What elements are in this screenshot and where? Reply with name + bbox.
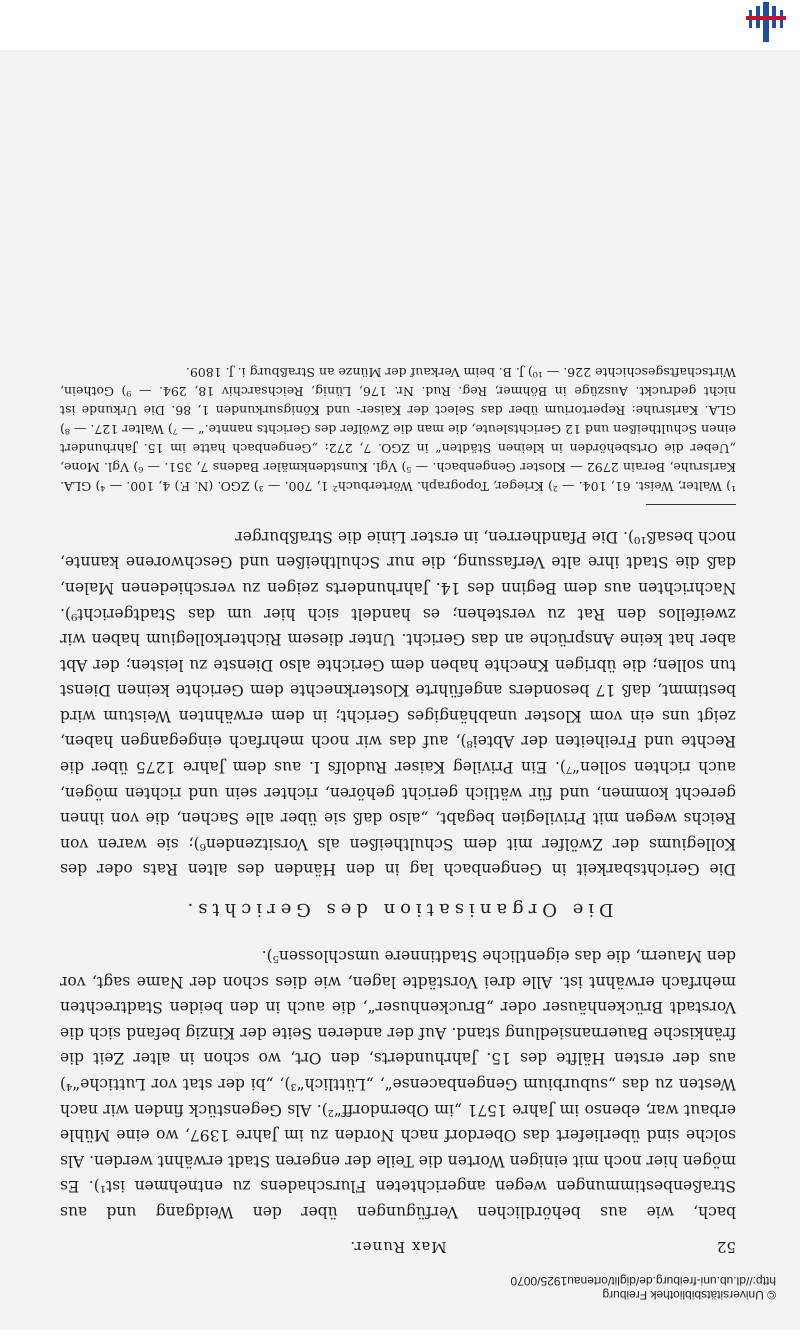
viewer-header xyxy=(0,0,800,51)
footnote-block: ¹) Walter, Weist. 61, 104. — ²) Krieger, Topograph. Wörterbuch² 1, 700. — ³) ZGO. (N. F.) 4, 100. — ⁴) GLA. Karlsruhe, Berain 2792 — Kloster Gengenbach. — ⁵) Vgl. Kunstdenkmäler Badens 7, 351. — ⁶) Vgl. Mone, „Ueber die Ortsbehörden in kleinen Städten“ in ZGO. 7, 272: „Gengenbach hatte im 15. Jahrhundert einen Schultheißen und 12 Gerichtsleute, die man die Zwölfer des Gerichts nannte.“ — ⁷) Walter 127. — ⁸) GLA. Karlsruhe: Repertorium über das Select der Kaiser- und Königsurkunden 1, 86. Die Urkunde ist nicht gedruckt. Auszüge in Böhmer, Reg. Rud. Nr. 176, Lünig, Reichsarchiv 18, 294. — ⁹) Gothein, Wirtschaftsgeschichte 226. — ¹⁰) J. B. beim Verkauf der Münze an Straßburg i. J. 1809. xyxy=(60,365,736,495)
running-head-author: Max Runer. xyxy=(349,1238,447,1256)
page-number: 52 xyxy=(716,1238,736,1256)
body-text xyxy=(60,523,736,1224)
paragraph: bach, wie aus behördlichen Verfügungen über den Weidgang und aus Straßenbestimmungen wegen angerichteten Flurschadens zu entnehmen ist¹). Es mögen hier noch mit einigen Worten die Teile der engeren Stadt erwähnt werden. Als solche sind überliefert das Oberdorf nach Norden zu im Jahre 1397, wo eine Mühle erbaut war, ebenso im Jahre 1571 „im Oberndorff“²). Als Gegenstück finden wir nach Westen zu das „suburbium Gengenbacense“, „Lüttlich“³), „bi der stat vor Luttiche“⁴) aus der ersten Hälfte des 15. Jahrhunderts, den Ort, wo schon in alter Zeit die fränkische Bauernansiedlung stand. Auf der anderen Seite der Kinzig befand sich die Vorstadt Brückenhäuser oder „Bruckenhuser“, die auch in den beiden Stadtrechten mehrfach erwähnt ist. Alle drei Vorstädte lagen, wie dies schon der Name sagt, vor den Mauern, die das eigentliche Stadtinnere umschlossen⁵). xyxy=(60,947,736,1221)
footnotes xyxy=(60,363,736,496)
page-header xyxy=(60,1230,736,1256)
footnote-rule xyxy=(646,504,736,505)
section-title: Die Organisation des Gerichts. xyxy=(182,899,614,921)
university-library-logo-icon[interactable] xyxy=(746,2,786,42)
scanned-page xyxy=(0,50,800,1330)
page-content xyxy=(60,363,776,1302)
viewer-bottom-strip xyxy=(0,1330,800,1336)
source-info xyxy=(60,1274,776,1302)
source-url[interactable]: http://dl.ub.uni-freiburg.de/diglit/ortenau1925/0070 xyxy=(510,1274,776,1288)
copyright-note: © Universitätsbibliothek Freiburg xyxy=(602,1288,776,1302)
paragraph: Die Gerichtsbarkeit in Gengenbach lag in den Händen des alten Rats oder des Kollegiums der Zwölfer mit dem Schultheißen als Vorsitzenden⁶); sie waren von Reichs wegen mit Privilegien begabt, „also daß sie über alle Sachen, die von ihnen gerecht kommen, und für wätlich gericht gehören, richter sein und richten mögen, auch richten sollen“⁷). Ein Privileg Kaiser Rudolfs I. aus dem Jahre 1275 über die Rechte und Freiheiten der Abtei⁸), auf das wir noch mehrfach eingegangen haben, zeigt uns ein vom Kloster unabhängiges Gericht; in dem erwähnten Weistum wird bestimmt, daß 17 besonders angeführte Klosterknechte dem Gerichte keinen Dienst tun sollen; die übrigen Knechte haben dem Gerichte also Dienste zu leisten; der Abt aber hat keine Ansprüche an das Gericht. Unter diesem Richterkollegium haben wir zweifellos den Rat zu verstehen; es handelt sich hier um das Stadtgericht⁹). Nachrichten aus dem Beginn des 14. Jahrhunderts zeigen zu verschiedenen Malen, daß die Stadt ihre alte Verfassung, die nur Schultheißen und Geschworene kannte, noch besaß¹⁰). Die Pfandherren, in erster Linie die Straßburger xyxy=(60,527,736,879)
